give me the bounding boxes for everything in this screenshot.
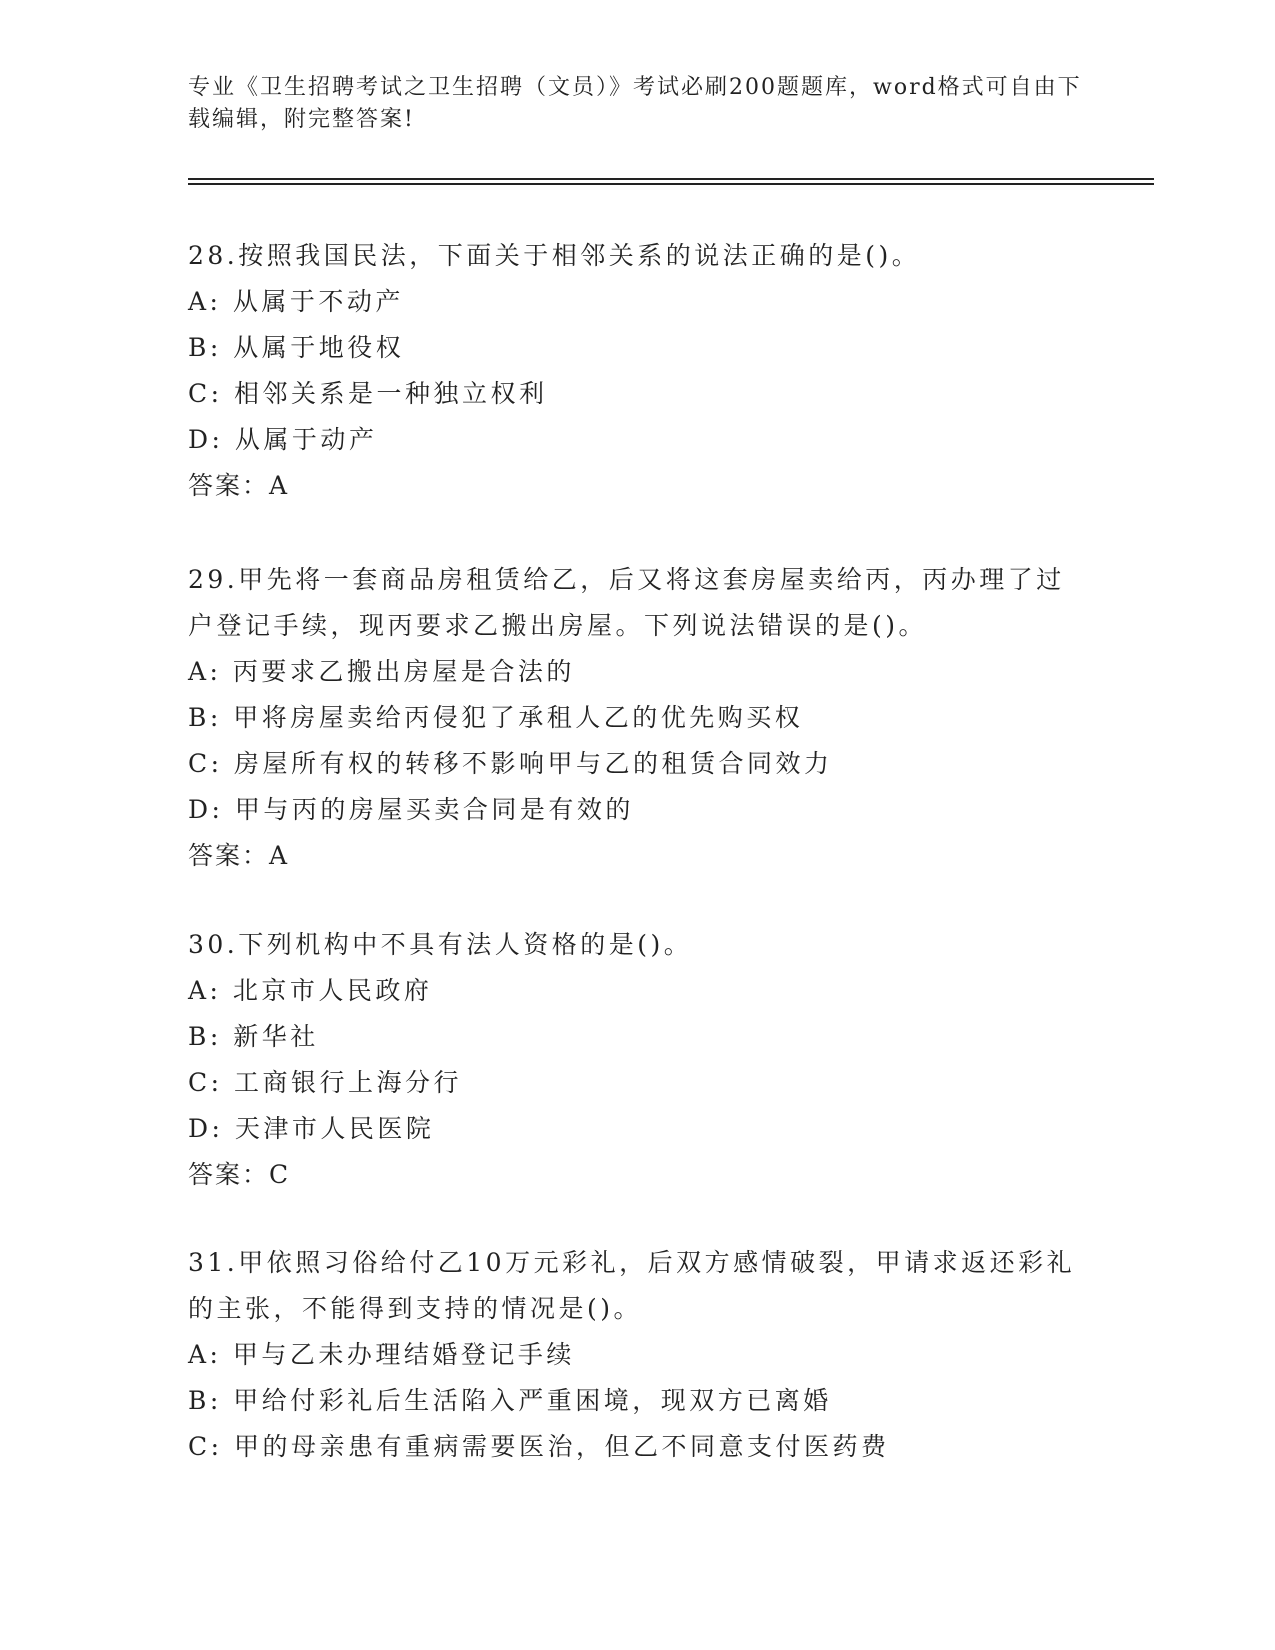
option-b: B: 甲给付彩礼后生活陷入严重困境，现双方已离婚 — [188, 1386, 832, 1415]
option-c: C: 相邻关系是一种独立权利 — [188, 379, 548, 408]
option-b: B: 甲将房屋卖给丙侵犯了承租人乙的优先购买权 — [188, 703, 804, 732]
option-a: A: 甲与乙未办理结婚登记手续 — [188, 1340, 575, 1369]
answer-line: 答案：C — [188, 1160, 291, 1189]
answer-line: 答案：A — [188, 841, 290, 870]
header-divider-top — [188, 178, 1154, 180]
header-divider-bottom — [188, 183, 1154, 185]
question-30 — [188, 922, 1088, 1198]
question-stem: 29.甲先将一套商品房租赁给乙，后又将这套房屋卖给丙，丙办理了过户登记手续，现丙要求乙搬出房屋。下列说法错误的是()。 — [188, 565, 1065, 640]
answer-line: 答案：A — [188, 471, 290, 500]
option-b: B: 新华社 — [188, 1022, 319, 1051]
question-stem: 31.甲依照习俗给付乙10万元彩礼，后双方感情破裂，甲请求返还彩礼的主张，不能得到支持的情况是()。 — [188, 1248, 1076, 1323]
option-c: C: 房屋所有权的转移不影响甲与乙的租赁合同效力 — [188, 749, 833, 778]
option-b: B: 从属于地役权 — [188, 333, 405, 362]
option-d: D: 天津市人民医院 — [188, 1114, 435, 1143]
option-c: C: 工商银行上海分行 — [188, 1068, 462, 1097]
question-28 — [188, 233, 1088, 509]
question-31 — [188, 1240, 1088, 1470]
option-d: D: 从属于动产 — [188, 425, 378, 454]
question-29 — [188, 557, 1088, 879]
option-c: C: 甲的母亲患有重病需要医治，但乙不同意支付医药费 — [188, 1432, 890, 1461]
question-stem: 28.按照我国民法，下面关于相邻关系的说法正确的是()。 — [188, 241, 921, 270]
option-a: A: 北京市人民政府 — [188, 976, 433, 1005]
document-header: 专业《卫生招聘考试之卫生招聘（文员）》考试必刷200题题库，word格式可自由下载编辑，附完整答案! — [188, 75, 1082, 132]
option-d: D: 甲与丙的房屋买卖合同是有效的 — [188, 795, 634, 824]
option-a: A: 从属于不动产 — [188, 287, 404, 316]
option-a: A: 丙要求乙搬出房屋是合法的 — [188, 657, 575, 686]
question-stem: 30.下列机构中不具有法人资格的是()。 — [188, 930, 693, 959]
